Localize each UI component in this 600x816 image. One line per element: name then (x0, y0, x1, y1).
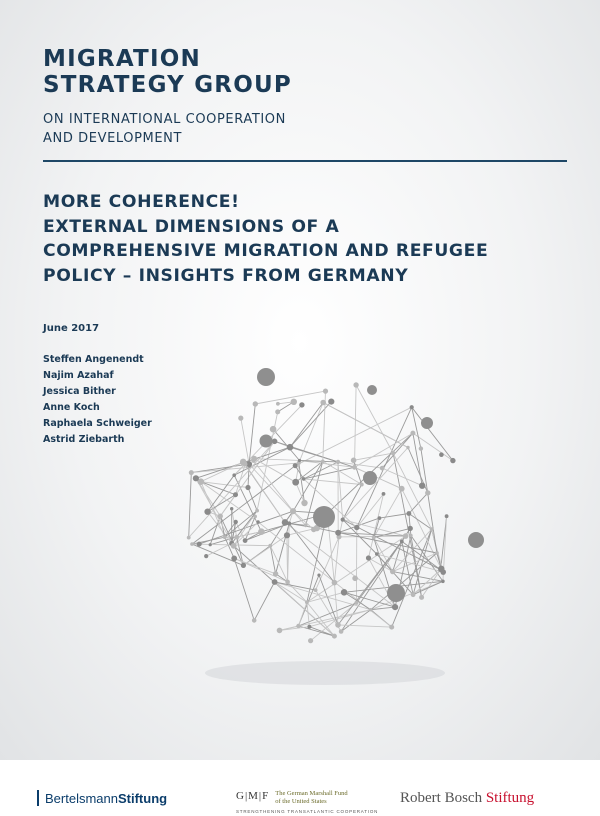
network-globe-illustration (180, 335, 550, 705)
gmf-logo-name (275, 790, 347, 806)
network-node (372, 536, 376, 540)
network-node (273, 571, 278, 576)
network-node (410, 431, 415, 436)
network-node (255, 509, 259, 513)
network-node (419, 483, 425, 489)
network-node (335, 622, 341, 628)
report-title (43, 190, 488, 288)
network-link (234, 558, 287, 582)
network-node (391, 451, 396, 456)
network-node (410, 405, 414, 409)
brand-title (43, 46, 292, 98)
publication-date: June 2017 (43, 323, 100, 334)
network-node (438, 566, 444, 572)
network-node (223, 535, 227, 539)
network-node (332, 580, 338, 586)
author: Jessica Bither (43, 386, 116, 397)
network-link (374, 489, 402, 538)
network-node (430, 527, 434, 531)
network-hub-node (468, 532, 484, 548)
report-title-line-1: MORE COHERENCE! (43, 192, 240, 212)
network-hub-node (367, 385, 377, 395)
network-node (314, 588, 318, 592)
network-node (241, 563, 246, 568)
network-node (231, 543, 237, 549)
network-node (400, 540, 404, 544)
network-node (382, 492, 386, 496)
bertelsmann-stiftung-logo (37, 790, 167, 806)
author-list (43, 352, 152, 448)
network-link (334, 537, 339, 583)
brand-title-line-2: STRATEGY GROUP (43, 72, 292, 98)
network-hub-node (387, 584, 405, 602)
network-link (241, 418, 249, 464)
network-link (323, 403, 408, 448)
network-node (439, 452, 444, 457)
brand-title-line-1: MIGRATION (43, 46, 201, 72)
network-link (379, 514, 409, 519)
robert-bosch-stiftung-logo (400, 790, 534, 807)
bertelsmann-logo-word1: Bertelsmann (45, 790, 118, 806)
network-node (277, 628, 283, 634)
brand-subtitle (43, 110, 286, 148)
bertelsmann-logo-word2: Stiftung (117, 790, 168, 806)
network-node (441, 580, 445, 584)
network-node (287, 444, 294, 451)
network-link (293, 511, 314, 529)
network-node (435, 551, 439, 555)
network-node (298, 459, 301, 462)
network-node (253, 401, 258, 406)
author: Steffen Angenendt (43, 354, 144, 365)
network-link (298, 602, 307, 626)
network-node (282, 519, 289, 526)
network-node (256, 520, 259, 523)
network-node (233, 492, 238, 497)
network-node (231, 556, 237, 562)
network-node (193, 475, 199, 481)
network-node (353, 382, 358, 387)
network-node (258, 528, 265, 535)
network-link (189, 473, 192, 538)
network-node (378, 516, 382, 520)
network-node (341, 589, 348, 596)
network-node (445, 514, 449, 518)
network-node (307, 625, 311, 629)
network-hub-node (363, 471, 377, 485)
network-node (238, 416, 243, 421)
network-hub-node (313, 506, 335, 528)
network-node (354, 525, 359, 530)
partner-footer (0, 760, 600, 816)
gmf-logo-name-line-1: The German Marshall Fund (275, 790, 348, 797)
network-node (272, 439, 278, 445)
network-link (275, 441, 355, 467)
network-node (304, 523, 308, 527)
network-hub-node (260, 435, 273, 448)
network-node (272, 579, 278, 585)
network-node (351, 458, 357, 464)
network-node (354, 601, 358, 605)
network-node (293, 463, 298, 468)
network-link (287, 535, 288, 582)
network-node (450, 458, 455, 463)
network-link (304, 467, 355, 479)
network-node (190, 542, 194, 546)
network-node (360, 483, 364, 487)
network-node (407, 511, 412, 516)
network-node (419, 446, 423, 450)
network-node (234, 535, 239, 540)
network-node (270, 426, 277, 433)
header-divider (43, 160, 567, 162)
network-node (285, 580, 290, 585)
network-node (380, 466, 385, 471)
brand-subtitle-line-1: ON INTERNATIONAL COOPERATION (43, 112, 286, 127)
network-link (201, 462, 243, 482)
network-node (197, 542, 202, 547)
network-node (268, 544, 272, 548)
network-node (245, 485, 250, 490)
report-title-line-2: EXTERNAL DIMENSIONS OF A (43, 216, 340, 237)
network-node (308, 638, 313, 643)
network-node (301, 500, 307, 506)
network-node (403, 533, 409, 539)
network-node (275, 409, 280, 414)
network-node (406, 446, 409, 449)
gmf-logo (236, 790, 379, 814)
network-link (409, 514, 411, 536)
brand-subtitle-line-2: AND DEVELOPMENT (43, 131, 183, 146)
network-node (317, 574, 320, 577)
network-link (334, 583, 338, 625)
network-node (230, 507, 233, 510)
author: Najim Azahaf (43, 370, 114, 381)
network-link (290, 403, 323, 448)
network-hub-node (257, 368, 275, 386)
network-link (249, 404, 255, 464)
network-node (328, 399, 334, 405)
network-node (419, 595, 424, 600)
network-link (208, 475, 235, 512)
network-node (389, 625, 394, 630)
network-node (296, 624, 300, 628)
network-link (338, 625, 392, 627)
bertelsmann-logo-bar (37, 790, 39, 806)
report-title-line-3: COMPREHENSIVE MIGRATION AND REFUGEE (43, 241, 489, 261)
author: Raphaela Schweiger (43, 418, 152, 429)
network-node (209, 543, 212, 546)
network-link (192, 466, 295, 544)
network-node (251, 459, 255, 463)
network-node (352, 465, 357, 470)
network-node (290, 508, 296, 514)
network-node (292, 479, 299, 486)
network-node (411, 592, 416, 597)
network-node (399, 486, 405, 492)
network-node (335, 530, 341, 536)
network-link (355, 433, 413, 467)
network-link (307, 602, 310, 626)
globe-shadow (205, 661, 445, 685)
network-node (366, 555, 371, 560)
network-node (425, 490, 430, 495)
network-node (369, 608, 372, 611)
network-node (243, 538, 248, 543)
bosch-logo-word1: Robert Bosch (400, 790, 486, 806)
network-link (338, 462, 382, 468)
network-link (355, 385, 357, 467)
author: Astrid Ziebarth (43, 434, 125, 445)
network-node (392, 604, 398, 610)
network-link (413, 433, 453, 461)
network-node (240, 459, 247, 466)
network-node (409, 534, 413, 538)
network-node (352, 576, 358, 582)
network-node (321, 460, 325, 464)
network-node (218, 514, 223, 519)
network-node (204, 509, 210, 515)
gmf-logo-name-line-2: of the United States (275, 798, 327, 805)
network-node (341, 518, 345, 522)
network-node (187, 536, 191, 540)
network-node (302, 477, 306, 481)
network-node (252, 618, 257, 623)
network-node (253, 515, 257, 519)
network-node (232, 473, 236, 477)
author: Anne Koch (43, 402, 100, 413)
network-node (336, 460, 340, 464)
network-node (204, 554, 208, 558)
network-node (320, 400, 326, 406)
network-node (234, 520, 238, 524)
network-node (323, 389, 328, 394)
network-node (375, 552, 378, 555)
network-node (291, 399, 297, 405)
network-link (270, 546, 275, 574)
network-node (284, 532, 290, 538)
bosch-logo-word2: Stiftung (485, 790, 535, 806)
gmf-logo-mark: G|M|F (236, 790, 270, 802)
network-node (189, 470, 194, 475)
network-link (196, 478, 234, 546)
network-node (408, 526, 413, 531)
network-node (305, 600, 309, 604)
network-node (390, 569, 395, 574)
network-link (289, 524, 334, 583)
network-link (254, 582, 274, 620)
report-title-line-4: POLICY – INSIGHTS FROM GERMANY (43, 265, 409, 286)
gmf-logo-tagline: STRENGTHENING TRANSATLANTIC COOPERATION (236, 809, 379, 814)
network-node (339, 629, 344, 634)
network-hub-node (421, 417, 433, 429)
network-node (287, 521, 291, 525)
network-node (276, 402, 280, 406)
network-node (332, 634, 337, 639)
network-node (299, 402, 304, 407)
network-node (311, 527, 316, 532)
